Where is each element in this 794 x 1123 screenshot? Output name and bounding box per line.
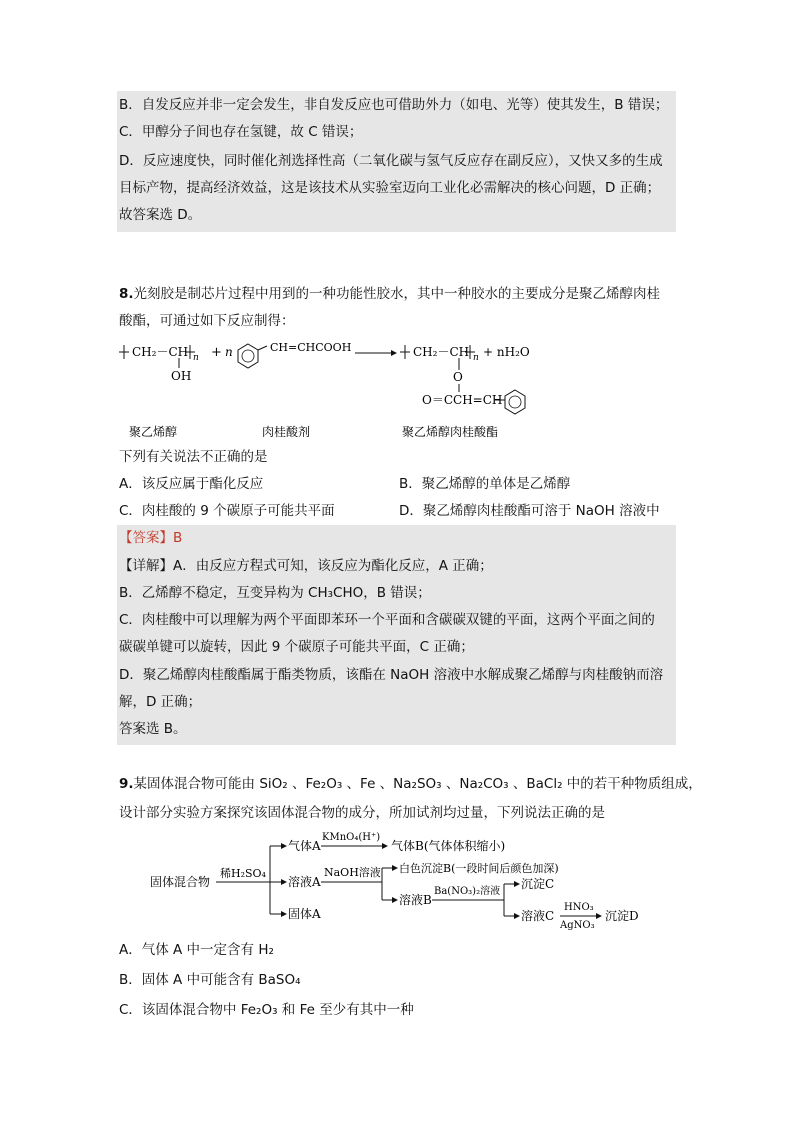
- svg-text:CH₂－CH: CH₂－CH: [413, 345, 470, 359]
- q8-detail-c-2: 碳碳单键可以旋转，因此 9 个碳原子可能共平面，C 正确；: [119, 639, 474, 655]
- flow-solution-b: 溶液B: [399, 893, 432, 907]
- flow-bano3: Ba(NO₃)₂溶液: [434, 886, 501, 897]
- flow-hno3: HNO₃: [564, 902, 594, 913]
- svg-text:聚乙烯醇肉桂酸酯: 聚乙烯醇肉桂酸酯: [402, 425, 499, 439]
- benzene-ring-icon: [238, 344, 258, 368]
- flow-solid-a: 固体A: [288, 907, 321, 921]
- flow-precipitate-d: 沉淀D: [605, 909, 639, 923]
- flow-start: 固体混合物: [150, 875, 211, 889]
- q7-option-d-explanation-2: 目标产物，提高经济效益，这是该技术从实验室迈向工业化必需解决的核心问题，D 正确；: [119, 180, 661, 196]
- q8-reaction-equation: [115, 336, 535, 444]
- q8-number: 8.: [119, 286, 134, 302]
- q8-detail-d-2: 解，D 正确；: [119, 694, 202, 710]
- svg-text:肉桂酸剂: 肉桂酸剂: [262, 425, 311, 439]
- svg-text:OH: OH: [171, 369, 192, 383]
- q8-detail-b: B．乙烯醇不稳定，互变异构为 CH₃CHO，B 错误；: [119, 585, 431, 601]
- q8-question: 下列有关说法不正确的是: [119, 449, 268, 465]
- svg-text:+: +: [211, 345, 222, 360]
- flow-white-precipitate: 白色沉淀B(一段时间后颜色加深): [399, 862, 559, 875]
- q9-option-b: B．固体 A 中可能含有 BaSO₄: [119, 972, 301, 988]
- flow-naoh: NaOH溶液: [324, 866, 381, 879]
- q8-option-b: B．聚乙烯醇的单体是乙烯醇: [399, 476, 571, 492]
- flow-reagent-h2so4: 稀H₂SO₄: [220, 867, 266, 880]
- flow-precipitate-c: 沉淀C: [521, 877, 555, 891]
- q7-option-b-explanation: B．自发反应并非一定会发生，非自发反应也可借助外力（如电、光等）使其发生，B 错误；: [119, 97, 669, 113]
- benzene-ring-icon: [505, 390, 525, 414]
- svg-text:O: O: [453, 370, 463, 384]
- q8-stem-2: 酸酯，可通过如下反应制得：: [119, 313, 295, 329]
- q9-option-a: A．气体 A 中一定含有 H₂: [119, 942, 274, 958]
- flow-kmno4: KMnO₄(H⁺): [322, 832, 381, 843]
- flow-solution-a: 溶液A: [288, 875, 321, 889]
- q8-answer-value: B: [173, 530, 183, 546]
- q8-option-c: C．肉桂酸的 9 个碳原子可能共平面: [119, 503, 335, 519]
- reactant-chain: CH₂－CH: [132, 345, 189, 359]
- svg-text:n: n: [473, 353, 479, 363]
- q9-flow-diagram: [148, 826, 668, 930]
- q8-answer: 【答案】B: [119, 530, 183, 546]
- q8-option-a: A．该反应属于酯化反应: [119, 476, 264, 492]
- q7-final-answer: 故答案选 D。: [119, 207, 202, 223]
- svg-text:+ nH₂O: + nH₂O: [483, 345, 530, 359]
- svg-text:n: n: [193, 353, 199, 363]
- svg-text:O＝CCH=CH: O＝CCH=CH: [422, 393, 503, 407]
- q9-stem-2: 设计部分实验方案探究该固体混合物的成分，所加试剂均过量，下列说法正确的是: [119, 805, 605, 821]
- svg-text:n: n: [225, 345, 233, 359]
- q8-detail-d-1: D．聚乙烯醇肉桂酸酯属于酯类物质，该酯在 NaOH 溶液中水解成聚乙烯醇与肉桂酸钠而溶: [119, 667, 664, 683]
- flow-gas-a: 气体A: [288, 839, 321, 853]
- q8-final-answer: 答案选 B。: [119, 721, 187, 737]
- svg-text:聚乙烯醇: 聚乙烯醇: [129, 425, 178, 439]
- q9-number: 9.: [119, 776, 134, 792]
- q7-option-d-explanation-1: D．反应速度快，同时催化剂选择性高（二氧化碳与氢气反应存在副反应），又快又多的生成: [119, 153, 663, 169]
- q8-option-d: D．聚乙烯醇肉桂酸酯可溶于 NaOH 溶液中: [399, 503, 660, 519]
- q9-stem-1: 9.某固体混合物可能由 SiO₂ 、Fe₂O₃ 、Fe 、Na₂SO₃ 、Na₂CO₃ 、BaCl₂ 中的若干种物质组成，: [119, 776, 702, 792]
- flow-solution-c: 溶液C: [521, 909, 555, 923]
- q8-stem-1: 8.光刻胶是制芯片过程中用到的一种功能性胶水，其中一种胶水的主要成分是聚乙烯醇肉桂: [119, 286, 661, 302]
- q7-option-c-explanation: C．甲醇分子间也存在氢键，故 C 错误；: [119, 124, 363, 140]
- q8-detail-c-1: C．肉桂酸中可以理解为两个平面即苯环一个平面和含碳碳双键的平面，这两个平面之间的: [119, 612, 655, 628]
- flow-agno3: AgNO₃: [560, 920, 595, 930]
- flow-gas-b: 气体B(气体体积缩小): [391, 839, 506, 853]
- q8-detail-a: 【详解】A．由反应方程式可知，该反应为酯化反应，A 正确；: [119, 558, 493, 574]
- svg-text:CH=CHCOOH: CH=CHCOOH: [270, 341, 352, 354]
- q9-option-c: C．该固体混合物中 Fe₂O₃ 和 Fe 至少有其中一种: [119, 1002, 414, 1018]
